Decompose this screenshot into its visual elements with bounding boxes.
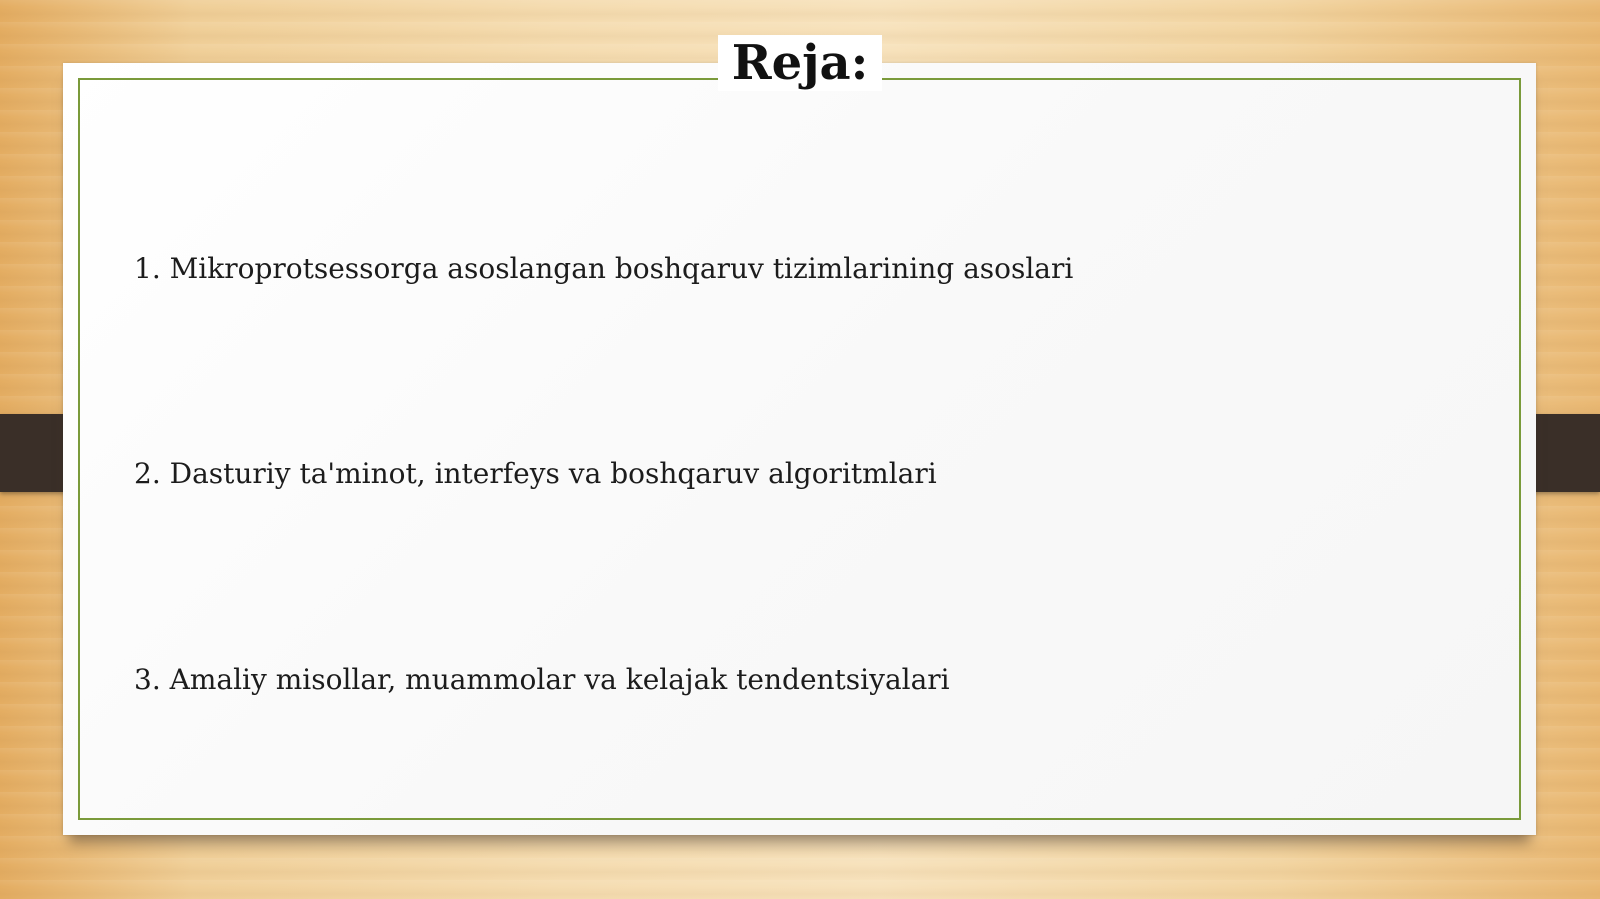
plan-item-3: 3. Amaliy misollar, muammolar va kelajak tendentsiyalari bbox=[134, 663, 950, 696]
plan-item-2: 2. Dasturiy ta'minot, interfeys va boshqaruv algoritmlari bbox=[134, 457, 937, 490]
slide-frame-border bbox=[78, 78, 1521, 820]
slide-title bbox=[0, 35, 1600, 91]
slide-paper bbox=[63, 63, 1536, 835]
plan-item-1: 1. Mikroprotsessorga asoslangan boshqaruv tizimlarining asoslari bbox=[134, 252, 1074, 285]
slide-title-text: Reja: bbox=[718, 35, 883, 91]
